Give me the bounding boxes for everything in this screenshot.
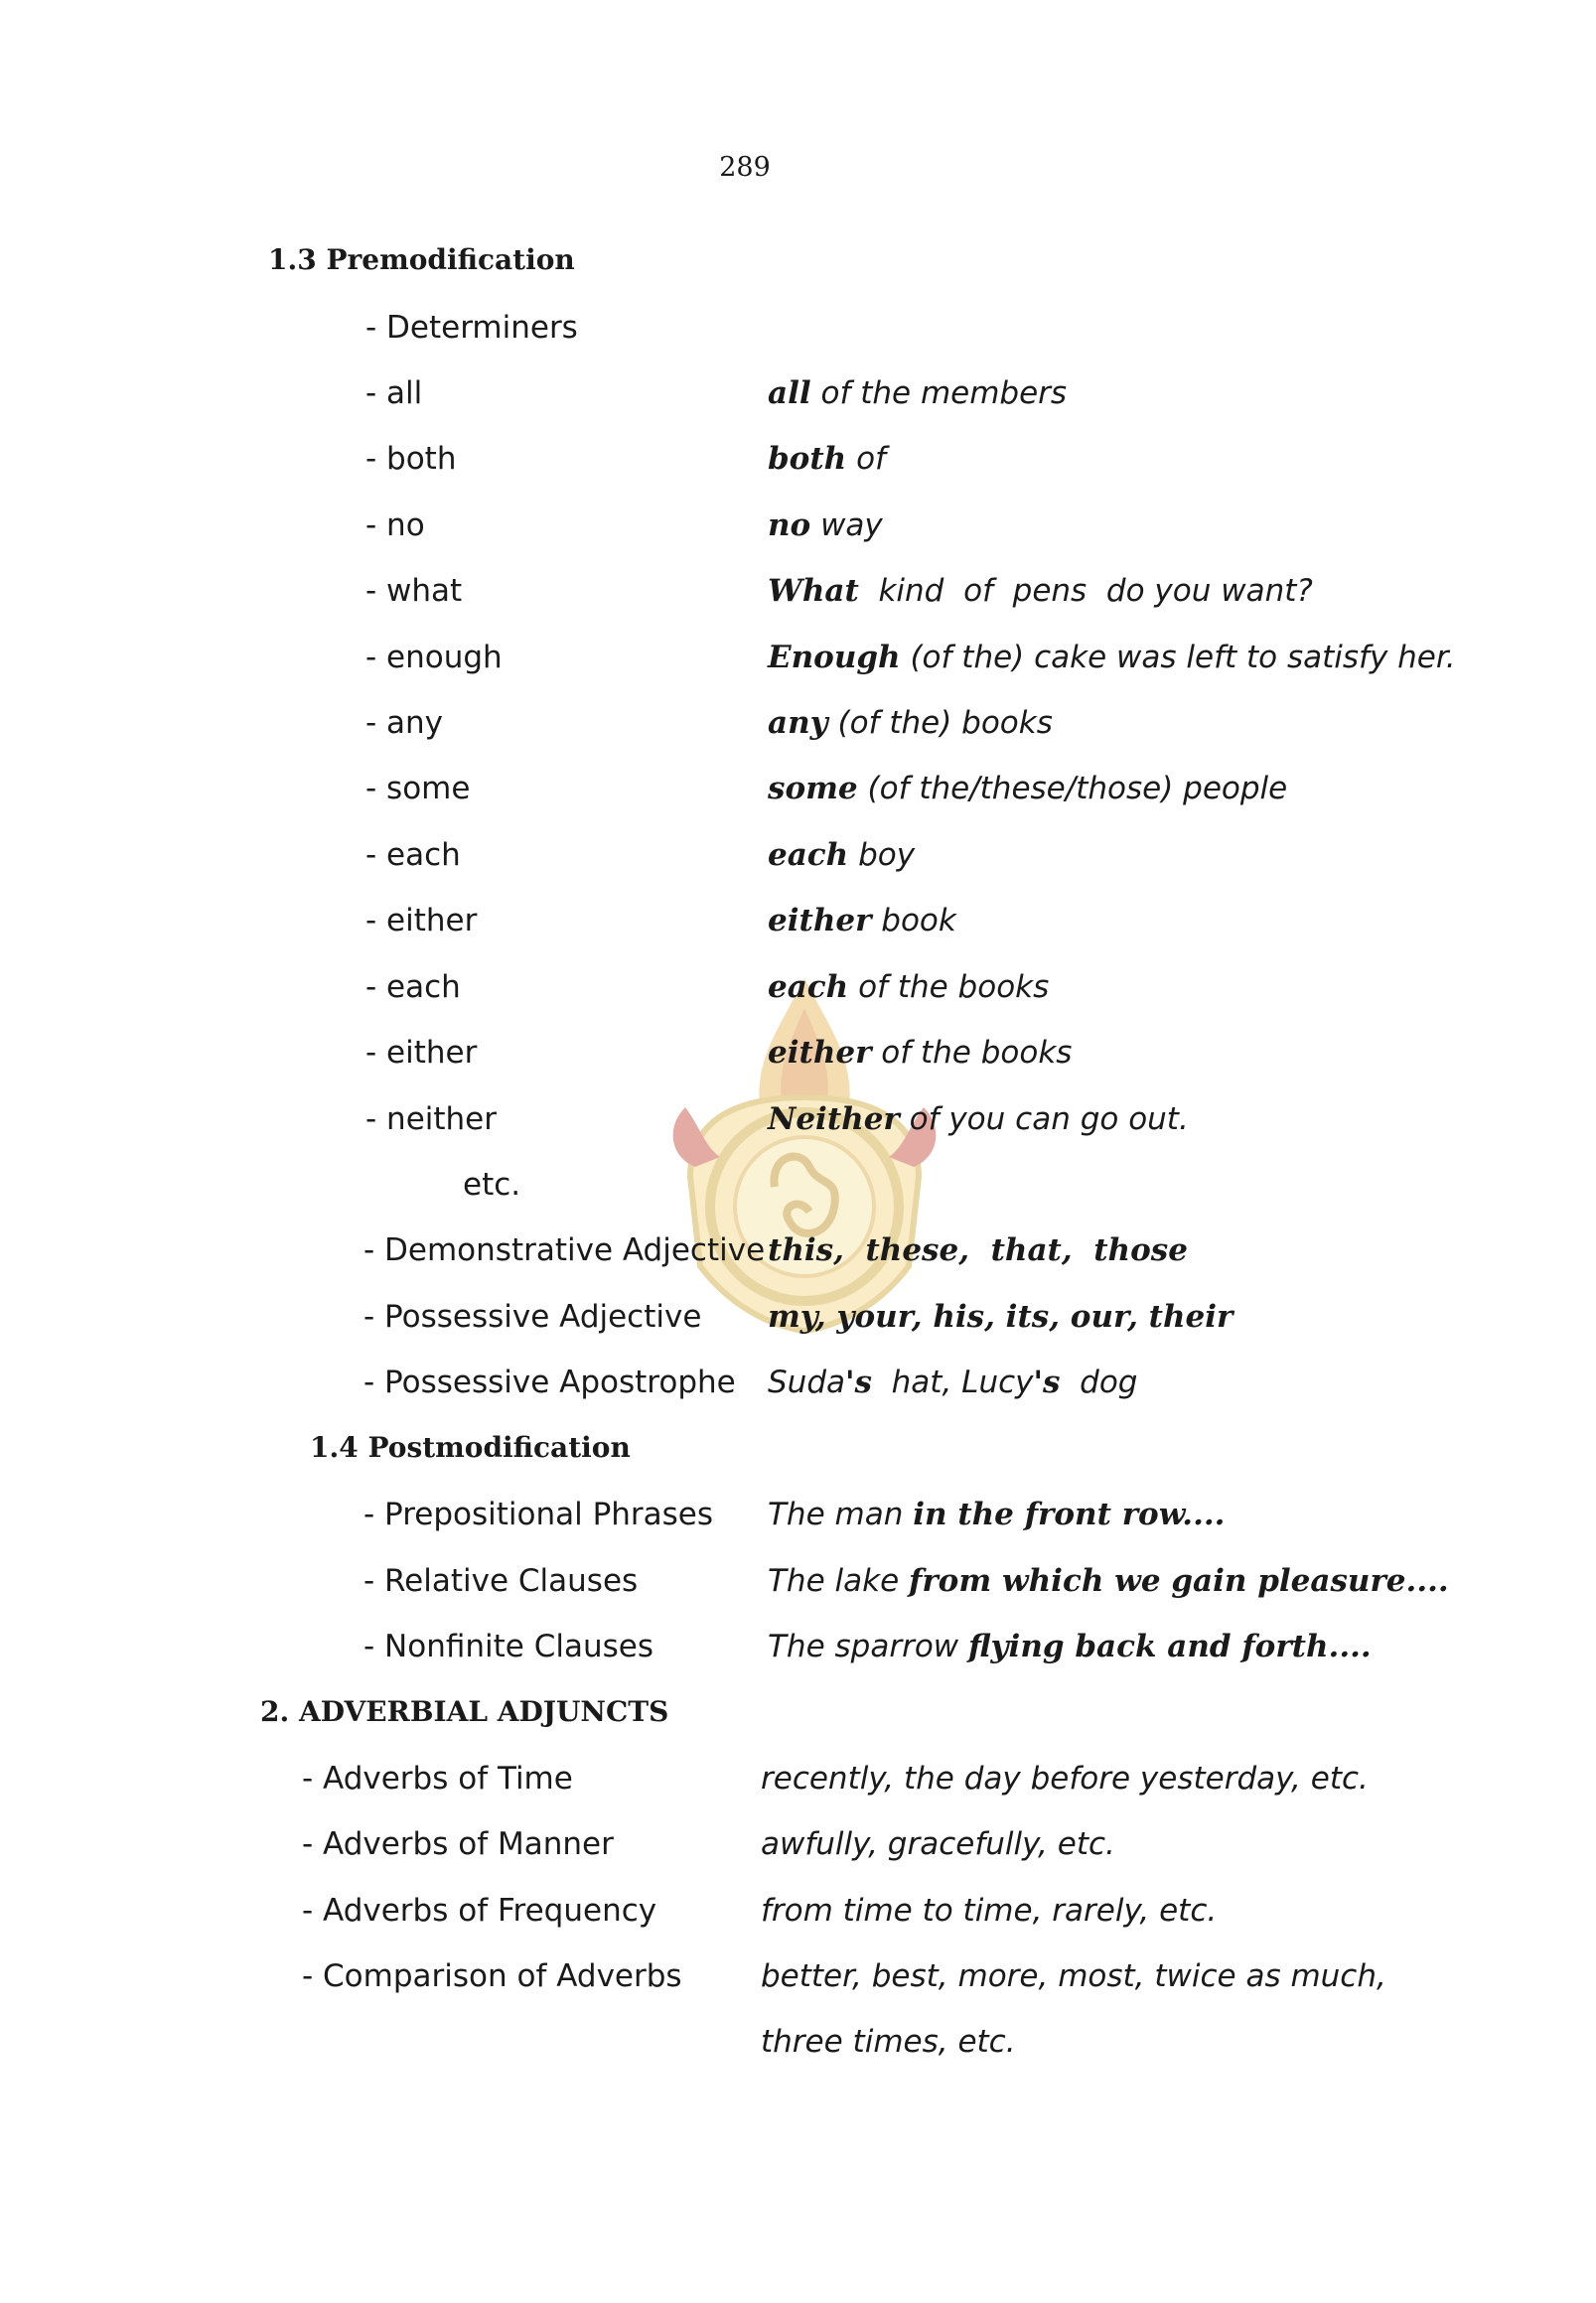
example-text: The sparrow: [768, 1629, 968, 1664]
adjective-row: [0, 1228, 1596, 1272]
example-text: (of the/these/those) people: [857, 771, 1288, 806]
example-text: (of the) cake was left to satisfy her.: [900, 640, 1456, 675]
determiner-term: - any: [365, 705, 444, 741]
determiner-row: [0, 636, 1596, 679]
postmod-term: - Relative Clauses: [363, 1563, 639, 1599]
determiner-row: [0, 371, 1596, 415]
apostrophe-row: [0, 1361, 1596, 1404]
determiner-row: [0, 1097, 1596, 1141]
determiner-example: [768, 437, 886, 481]
adverb-example: from time to time, rarely, etc.: [761, 1893, 1218, 1929]
adverb-example: awfully, gracefully, etc.: [761, 1826, 1115, 1862]
determiner-example: [768, 965, 1049, 1009]
example-keyword: both: [768, 441, 847, 477]
postmod-example: [768, 1493, 1225, 1536]
example-keyword: each: [768, 837, 849, 873]
example-keyword: flying back and forth....: [968, 1629, 1372, 1664]
example-text: The man: [768, 1497, 914, 1532]
example-text: way: [810, 507, 883, 543]
adjective-row: [0, 1295, 1596, 1339]
example-keyword: each: [768, 969, 849, 1005]
adjective-example: [768, 1295, 1233, 1339]
determiner-row: [0, 701, 1596, 745]
example-keyword: 's: [1033, 1365, 1061, 1400]
determiner-row: [0, 569, 1596, 613]
adverb-term: - Adverbs of Manner: [302, 1826, 614, 1862]
determiner-term: - either: [365, 903, 478, 938]
determiner-row: [0, 965, 1596, 1009]
example-keyword: in the front row....: [913, 1497, 1226, 1532]
determiner-term: - each: [365, 969, 461, 1005]
example-text: The lake: [768, 1563, 909, 1599]
determiner-example: [768, 569, 1313, 613]
determiners-row: [0, 306, 1596, 350]
example-text: book: [871, 903, 956, 938]
example-text: of you can go out.: [899, 1101, 1189, 1137]
example-keyword: all: [768, 375, 811, 411]
determiner-term: - some: [365, 771, 471, 806]
apostrophe-term: - Possessive Apostrophe: [363, 1365, 736, 1400]
adverb-term: - Comparison of Adverbs: [302, 1958, 682, 1994]
determiner-example: [768, 767, 1287, 810]
example-keyword: Enough: [768, 640, 901, 675]
adjective-example: [768, 1228, 1188, 1272]
adverb-example: recently, the day before yesterday, etc.: [761, 1761, 1369, 1797]
adverb-row: [0, 1757, 1596, 1800]
example-keyword: What: [768, 573, 859, 609]
adverb-row: [0, 1954, 1596, 1998]
example-keyword: some: [768, 771, 858, 806]
determiners-label: - Determiners: [365, 310, 578, 346]
determiner-example: [768, 504, 883, 547]
determiner-example: [768, 1031, 1072, 1075]
determiner-term: - all: [365, 375, 423, 411]
example-text: of: [846, 441, 886, 477]
postmod-example: [768, 1625, 1372, 1668]
determiner-term: - neither: [365, 1101, 497, 1137]
determiner-row: [0, 437, 1596, 481]
example-keyword: Neither: [768, 1101, 900, 1137]
page-number: 289: [719, 152, 771, 183]
determiner-row: [0, 504, 1596, 547]
determiner-example: [768, 1097, 1189, 1141]
postmod-row: [0, 1625, 1596, 1668]
determiner-example: [768, 636, 1456, 679]
example-text: (of the) books: [827, 705, 1053, 741]
determiner-row: [0, 899, 1596, 942]
postmod-row: [0, 1493, 1596, 1536]
section-title-adverbial-adjuncts: 2. ADVERBIAL ADJUNCTS: [260, 1695, 669, 1728]
postmod-term: - Nonfinite Clauses: [363, 1629, 653, 1664]
adverb-term: - Adverbs of Frequency: [302, 1893, 657, 1929]
example-keyword: either: [768, 903, 872, 938]
example-keyword: 's: [845, 1365, 872, 1400]
example-keyword: no: [768, 507, 811, 543]
example-text: boy: [848, 837, 916, 873]
determiner-example: [768, 371, 1067, 415]
determiner-example: [768, 833, 915, 877]
adjective-term: - Demonstrative Adjective: [363, 1232, 766, 1268]
postmod-example: [768, 1559, 1449, 1603]
determiner-term: - either: [365, 1035, 478, 1071]
determiner-term: - no: [365, 507, 425, 543]
adverb-row: [0, 1889, 1596, 1933]
example-text: kind of pens do you want?: [858, 573, 1313, 609]
example-keyword: from which we gain pleasure....: [909, 1563, 1449, 1599]
example-text: of the books: [848, 969, 1050, 1005]
determiner-example: [768, 701, 1053, 745]
determiner-term: - both: [365, 441, 457, 477]
example-text: of the members: [810, 375, 1068, 411]
apostrophe-example: [768, 1361, 1137, 1404]
adverb-row: [0, 1822, 1596, 1866]
determiner-term: - enough: [365, 640, 503, 675]
determiner-row: [0, 767, 1596, 810]
etc-label: etc.: [463, 1167, 521, 1203]
postmod-row: [0, 1559, 1596, 1603]
adjective-term: - Possessive Adjective: [363, 1299, 702, 1335]
example-text: of the books: [871, 1035, 1073, 1071]
determiner-term: - each: [365, 837, 461, 873]
watermark-seal-icon: [660, 968, 948, 1346]
determiner-term: - what: [365, 573, 463, 609]
example-text: dog: [1060, 1365, 1138, 1400]
determiner-row: [0, 833, 1596, 877]
determiner-example: [768, 899, 956, 942]
example-keyword: any: [768, 705, 828, 741]
example-keyword: either: [768, 1035, 872, 1071]
etc-row: [0, 1163, 1596, 1207]
example-keyword: my, your, his, its, our, their: [768, 1299, 1233, 1335]
postmod-term: - Prepositional Phrases: [363, 1497, 714, 1532]
example-keyword: this, these, that, those: [768, 1232, 1188, 1268]
section-title-premodification: 1.3 Premodification: [268, 243, 575, 276]
adverb-term: - Adverbs of Time: [302, 1761, 573, 1797]
section-title-postmodification: 1.4 Postmodification: [310, 1431, 631, 1464]
adverb-continuation-row: [0, 2020, 1596, 2064]
example-text: Suda: [768, 1365, 845, 1400]
determiner-row: [0, 1031, 1596, 1075]
adverb-example: better, best, more, most, twice as much,: [761, 1958, 1386, 1994]
example-text: hat, Lucy: [871, 1365, 1034, 1400]
adverb-example-continuation: three times, etc.: [761, 2024, 1016, 2060]
